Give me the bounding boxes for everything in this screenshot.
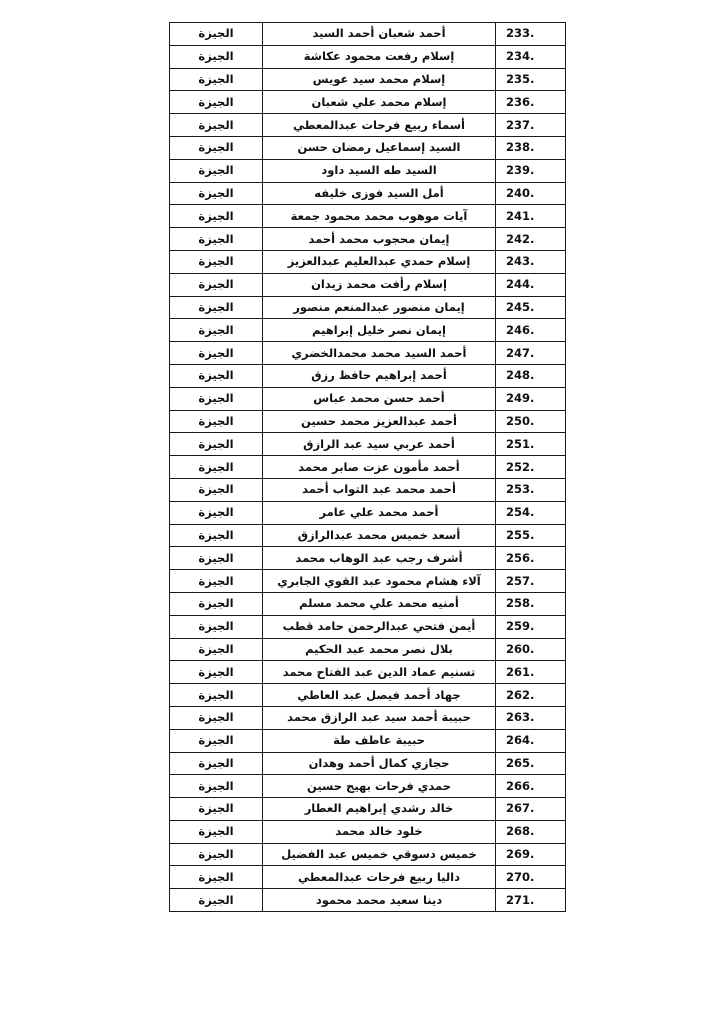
governorate-cell: الجيزة xyxy=(170,570,263,593)
governorate-cell: الجيزة xyxy=(170,273,263,296)
table-row xyxy=(170,592,566,615)
person-name-cell: جهاد أحمد فيصل عبد العاطي xyxy=(263,684,496,707)
table-row xyxy=(170,45,566,68)
governorate-cell: الجيزة xyxy=(170,501,263,524)
person-name-cell: داليا ربيع فرحات عبدالمعطي xyxy=(263,866,496,889)
governorate-cell: الجيزة xyxy=(170,478,263,501)
person-name-cell: إسلام رأفت محمد زيدان xyxy=(263,273,496,296)
row-number-cell: 269. xyxy=(496,843,566,866)
person-name-cell: أسعد خميس محمد عبدالرازق xyxy=(263,524,496,547)
row-number-cell: 266. xyxy=(496,775,566,798)
governorate-cell: الجيزة xyxy=(170,342,263,365)
person-name-cell: أحمد عربي سيد عبد الرازق xyxy=(263,433,496,456)
table-row xyxy=(170,706,566,729)
row-number-cell: 244. xyxy=(496,273,566,296)
names-table xyxy=(169,22,566,912)
governorate-cell: الجيزة xyxy=(170,23,263,46)
person-name-cell: دينا سعيد محمد محمود xyxy=(263,889,496,912)
table-row xyxy=(170,524,566,547)
table-row xyxy=(170,843,566,866)
row-number-cell: 251. xyxy=(496,433,566,456)
person-name-cell: السيد طه السيد داود xyxy=(263,159,496,182)
person-name-cell: إيمان محجوب محمد أحمد xyxy=(263,228,496,251)
table-row xyxy=(170,250,566,273)
person-name-cell: حمدي فرحات بهيج حسين xyxy=(263,775,496,798)
row-number-cell: 268. xyxy=(496,820,566,843)
person-name-cell: السيد إسماعيل رمضان حسن xyxy=(263,136,496,159)
table-row xyxy=(170,478,566,501)
table-row xyxy=(170,684,566,707)
table-row xyxy=(170,136,566,159)
table-row xyxy=(170,547,566,570)
governorate-cell: الجيزة xyxy=(170,706,263,729)
table-row xyxy=(170,615,566,638)
person-name-cell: آيات موهوب محمد محمود جمعة xyxy=(263,205,496,228)
person-name-cell: إسلام محمد سيد عويس xyxy=(263,68,496,91)
row-number-cell: 241. xyxy=(496,205,566,228)
row-number-cell: 243. xyxy=(496,250,566,273)
table-row xyxy=(170,752,566,775)
governorate-cell: الجيزة xyxy=(170,433,263,456)
governorate-cell: الجيزة xyxy=(170,752,263,775)
row-number-cell: 256. xyxy=(496,547,566,570)
governorate-cell: الجيزة xyxy=(170,387,263,410)
table-row xyxy=(170,866,566,889)
governorate-cell: الجيزة xyxy=(170,866,263,889)
row-number-cell: 249. xyxy=(496,387,566,410)
governorate-cell: الجيزة xyxy=(170,228,263,251)
person-name-cell: أحمد شعبان أحمد السيد xyxy=(263,23,496,46)
governorate-cell: الجيزة xyxy=(170,410,263,433)
table-row xyxy=(170,729,566,752)
person-name-cell: أمل السيد فوزى خليفه xyxy=(263,182,496,205)
table-row xyxy=(170,205,566,228)
governorate-cell: الجيزة xyxy=(170,364,263,387)
governorate-cell: الجيزة xyxy=(170,296,263,319)
row-number-cell: 252. xyxy=(496,456,566,479)
row-number-cell: 259. xyxy=(496,615,566,638)
person-name-cell: خالد رشدي إبراهيم العطار xyxy=(263,798,496,821)
table-row xyxy=(170,433,566,456)
row-number-cell: 239. xyxy=(496,159,566,182)
row-number-cell: 262. xyxy=(496,684,566,707)
table-row xyxy=(170,364,566,387)
row-number-cell: 253. xyxy=(496,478,566,501)
governorate-cell: الجيزة xyxy=(170,182,263,205)
table-row xyxy=(170,820,566,843)
table-row xyxy=(170,228,566,251)
table-row xyxy=(170,889,566,912)
table-row xyxy=(170,114,566,137)
row-number-cell: 254. xyxy=(496,501,566,524)
row-number-cell: 264. xyxy=(496,729,566,752)
person-name-cell: خميس دسوقي خميس عبد الفضيل xyxy=(263,843,496,866)
person-name-cell: تسنيم عماد الدين عبد الفتاح محمد xyxy=(263,661,496,684)
person-name-cell: أمنيه محمد علي محمد مسلم xyxy=(263,592,496,615)
governorate-cell: الجيزة xyxy=(170,319,263,342)
governorate-cell: الجيزة xyxy=(170,684,263,707)
row-number-cell: 248. xyxy=(496,364,566,387)
governorate-cell: الجيزة xyxy=(170,729,263,752)
row-number-cell: 237. xyxy=(496,114,566,137)
person-name-cell: إيمان نصر خليل إبراهيم xyxy=(263,319,496,342)
governorate-cell: الجيزة xyxy=(170,136,263,159)
governorate-cell: الجيزة xyxy=(170,889,263,912)
row-number-cell: 261. xyxy=(496,661,566,684)
row-number-cell: 250. xyxy=(496,410,566,433)
row-number-cell: 235. xyxy=(496,68,566,91)
table-row xyxy=(170,342,566,365)
table-row xyxy=(170,91,566,114)
person-name-cell: أيمن فتحي عبدالرحمن حامد قطب xyxy=(263,615,496,638)
row-number-cell: 240. xyxy=(496,182,566,205)
table-row xyxy=(170,387,566,410)
row-number-cell: 234. xyxy=(496,45,566,68)
person-name-cell: أحمد السيد محمد محمدالخضري xyxy=(263,342,496,365)
table-row xyxy=(170,798,566,821)
person-name-cell: أحمد مأمون عزت صابر محمد xyxy=(263,456,496,479)
person-name-cell: بلال نصر محمد عبد الحكيم xyxy=(263,638,496,661)
table-row xyxy=(170,775,566,798)
names-table-body xyxy=(170,23,566,912)
row-number-cell: 267. xyxy=(496,798,566,821)
table-row xyxy=(170,570,566,593)
governorate-cell: الجيزة xyxy=(170,638,263,661)
row-number-cell: 238. xyxy=(496,136,566,159)
governorate-cell: الجيزة xyxy=(170,775,263,798)
row-number-cell: 257. xyxy=(496,570,566,593)
row-number-cell: 265. xyxy=(496,752,566,775)
governorate-cell: الجيزة xyxy=(170,661,263,684)
person-name-cell: حجازي كمال أحمد وهدان xyxy=(263,752,496,775)
row-number-cell: 271. xyxy=(496,889,566,912)
table-row xyxy=(170,410,566,433)
table-row xyxy=(170,638,566,661)
person-name-cell: أحمد حسن محمد عباس xyxy=(263,387,496,410)
person-name-cell: إسلام حمدي عبدالعليم عبدالعزيز xyxy=(263,250,496,273)
table-row xyxy=(170,23,566,46)
person-name-cell: إسلام محمد علي شعبان xyxy=(263,91,496,114)
table-row xyxy=(170,661,566,684)
row-number-cell: 263. xyxy=(496,706,566,729)
governorate-cell: الجيزة xyxy=(170,114,263,137)
table-row xyxy=(170,319,566,342)
governorate-cell: الجيزة xyxy=(170,205,263,228)
governorate-cell: الجيزة xyxy=(170,615,263,638)
governorate-cell: الجيزة xyxy=(170,592,263,615)
person-name-cell: أحمد عبدالعزيز محمد حسين xyxy=(263,410,496,433)
person-name-cell: أحمد محمد علي عامر xyxy=(263,501,496,524)
table-row xyxy=(170,296,566,319)
table-row xyxy=(170,456,566,479)
table-row xyxy=(170,159,566,182)
row-number-cell: 242. xyxy=(496,228,566,251)
person-name-cell: خلود خالد محمد xyxy=(263,820,496,843)
governorate-cell: الجيزة xyxy=(170,91,263,114)
person-name-cell: إيمان منصور عبدالمنعم منصور xyxy=(263,296,496,319)
person-name-cell: آلاء هشام محمود عبد القوي الجابري xyxy=(263,570,496,593)
person-name-cell: أسماء ربيع فرحات عبدالمعطي xyxy=(263,114,496,137)
governorate-cell: الجيزة xyxy=(170,159,263,182)
governorate-cell: الجيزة xyxy=(170,456,263,479)
person-name-cell: أحمد محمد عبد التواب أحمد xyxy=(263,478,496,501)
governorate-cell: الجيزة xyxy=(170,45,263,68)
person-name-cell: حبيبة عاطف طة xyxy=(263,729,496,752)
table-row xyxy=(170,68,566,91)
governorate-cell: الجيزة xyxy=(170,524,263,547)
row-number-cell: 245. xyxy=(496,296,566,319)
table-row xyxy=(170,273,566,296)
table-row xyxy=(170,501,566,524)
row-number-cell: 258. xyxy=(496,592,566,615)
person-name-cell: إسلام رفعت محمود عكاشة xyxy=(263,45,496,68)
governorate-cell: الجيزة xyxy=(170,798,263,821)
governorate-cell: الجيزة xyxy=(170,68,263,91)
table-row xyxy=(170,182,566,205)
row-number-cell: 255. xyxy=(496,524,566,547)
person-name-cell: أحمد إبراهيم حافظ رزق xyxy=(263,364,496,387)
person-name-cell: أشرف رجب عبد الوهاب محمد xyxy=(263,547,496,570)
row-number-cell: 247. xyxy=(496,342,566,365)
row-number-cell: 260. xyxy=(496,638,566,661)
governorate-cell: الجيزة xyxy=(170,843,263,866)
row-number-cell: 270. xyxy=(496,866,566,889)
person-name-cell: حبيبة أحمد سيد عبد الرازق محمد xyxy=(263,706,496,729)
row-number-cell: 236. xyxy=(496,91,566,114)
governorate-cell: الجيزة xyxy=(170,547,263,570)
governorate-cell: الجيزة xyxy=(170,820,263,843)
governorate-cell: الجيزة xyxy=(170,250,263,273)
row-number-cell: 246. xyxy=(496,319,566,342)
row-number-cell: 233. xyxy=(496,23,566,46)
